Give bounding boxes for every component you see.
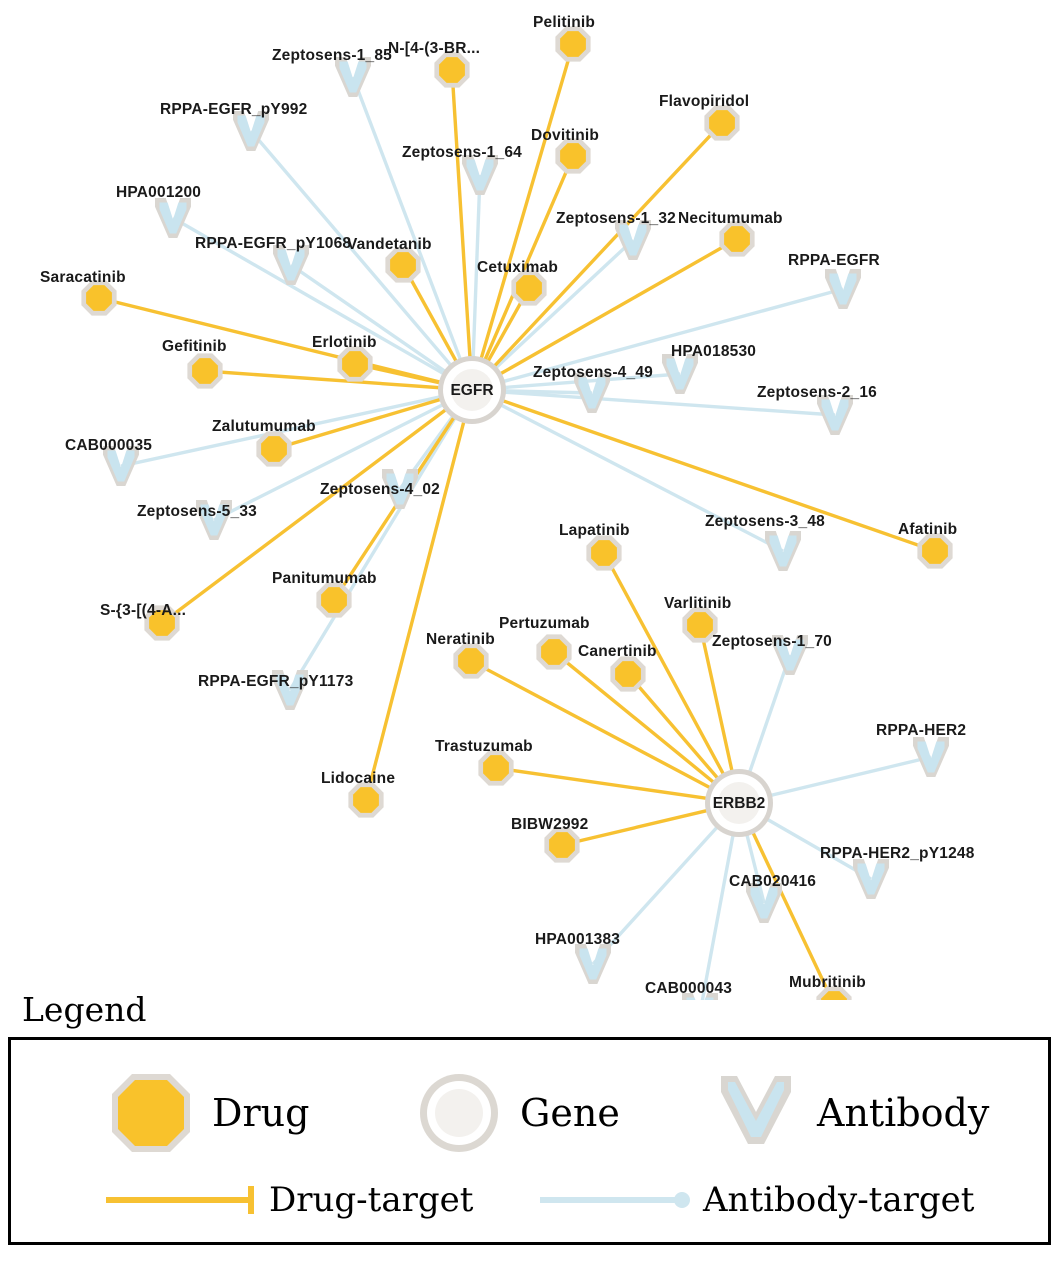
drug-node-label: Afatinib	[898, 521, 958, 538]
drug-node[interactable]	[544, 827, 579, 862]
drug-node-label: Pertuzumab	[499, 615, 590, 632]
antibody-node-label: CAB000043	[645, 980, 733, 997]
drug-target-edge	[700, 625, 733, 774]
antibody-node-label: Zeptosens-2_16	[757, 384, 877, 401]
drug-node[interactable]	[555, 138, 590, 173]
antibody-node-label: Zeptosens-1_70	[712, 633, 832, 650]
antibody-target-edge-icon	[538, 1180, 693, 1220]
antibody-node-label: RPPA-HER2_pY1248	[820, 845, 975, 862]
drug-target-edge	[452, 70, 470, 360]
drug-target-edge	[480, 44, 573, 361]
drug-node-label: Flavopiridol	[659, 93, 750, 110]
antibody-target-edge	[749, 655, 790, 775]
drug-node[interactable]	[586, 535, 621, 570]
drug-target-edge	[628, 674, 719, 780]
antibody-node-label: Zeptosens-5_33	[137, 503, 257, 520]
drug-node-label: Mubritinib	[789, 974, 866, 991]
antibody-target-edge	[499, 404, 783, 551]
drug-node-label: Erlotinib	[312, 334, 377, 351]
drug-node[interactable]	[337, 346, 372, 381]
drug-node-label: S-{3-[(4-A...	[100, 602, 187, 619]
drug-target-edge	[99, 298, 443, 383]
antibody-node-label: RPPA-EGFR_pY992	[160, 101, 308, 118]
drug-node-label: Gefitinib	[162, 338, 227, 355]
drug-node-label: Dovitinib	[531, 127, 600, 144]
drug-node[interactable]	[917, 533, 952, 568]
legend-antibody-target-label: Antibody-target	[703, 1180, 975, 1220]
drug-node-label: Lidocaine	[321, 770, 396, 787]
legend	[8, 990, 1051, 1245]
antibody-node-label: Zeptosens-4_49	[533, 364, 653, 381]
antibody-node-label: Zeptosens-1_64	[402, 144, 522, 161]
drug-node[interactable]	[453, 643, 488, 678]
drug-node-label: BIBW2992	[511, 816, 589, 833]
drug-node[interactable]	[81, 280, 116, 315]
antibody-node-label: Zeptosens-3_48	[705, 513, 825, 530]
drug-node-label: Canertinib	[578, 643, 657, 660]
drug-node[interactable]	[610, 656, 645, 691]
drug-node[interactable]	[704, 105, 739, 140]
antibody-node-label: HPA018530	[671, 343, 757, 360]
legend-drug-target-label: Drug-target	[269, 1180, 474, 1220]
antibody-icon	[711, 1068, 801, 1158]
legend-antibody-target-item	[538, 1180, 974, 1220]
antibody-node-label: RPPA-EGFR_pY1068	[195, 235, 352, 252]
drug-node-label: Lapatinib	[559, 522, 630, 539]
drug-node[interactable]	[385, 247, 420, 282]
antibody-node-label: Zeptosens-1_32	[556, 210, 676, 227]
antibody-node-label: RPPA-EGFR	[788, 252, 880, 269]
legend-gene-label: Gene	[520, 1091, 620, 1135]
drug-node-label: Pelitinib	[533, 14, 596, 31]
drug-target-edge-icon	[104, 1180, 259, 1220]
drug-node[interactable]	[187, 353, 222, 388]
antibody-node-label: CAB000035	[65, 437, 153, 454]
drug-node[interactable]	[256, 431, 291, 466]
drug-target-edge	[498, 239, 737, 375]
drug-node[interactable]	[478, 750, 513, 785]
drug-target-edge	[496, 768, 709, 799]
legend-gene-item	[414, 1068, 620, 1158]
drug-node[interactable]	[434, 52, 469, 87]
antibody-target-edge	[473, 175, 480, 360]
drug-node[interactable]	[348, 782, 383, 817]
drug-node-label: Panitumumab	[272, 570, 377, 587]
drug-node-label: Vandetanib	[347, 236, 432, 253]
drug-node[interactable]	[144, 605, 179, 640]
drug-target-edge	[500, 400, 935, 551]
antibody-node-label: CAB020416	[729, 873, 817, 890]
antibody-target-edge	[502, 392, 835, 415]
drug-node[interactable]	[511, 270, 546, 305]
drug-target-edge	[562, 810, 710, 845]
drug-node-label: Neratinib	[426, 631, 495, 648]
antibody-node-label: RPPA-EGFR_pY1173	[198, 673, 354, 690]
antibody-node-label: RPPA-HER2	[876, 722, 967, 739]
drug-node-label: Trastuzumab	[435, 738, 533, 755]
legend-antibody-item	[711, 1068, 989, 1158]
drug-icon	[106, 1068, 196, 1158]
antibody-node-label: Zeptosens-1_85	[272, 47, 392, 64]
gene-node-label: EGFR	[450, 382, 494, 399]
antibody-node-label: HPA001200	[116, 184, 202, 201]
drug-target-edge	[334, 415, 456, 600]
drug-node-label: N-[4-(3-BR...	[388, 40, 481, 57]
legend-drug-item	[106, 1068, 309, 1158]
drug-node[interactable]	[682, 607, 717, 642]
legend-drug-label: Drug	[212, 1091, 310, 1135]
legend-title: Legend	[22, 990, 147, 1029]
antibody-node-label: Zeptosens-4_02	[320, 481, 440, 498]
drug-node-label: Varlitinib	[664, 595, 732, 612]
drug-target-edge	[274, 399, 443, 449]
legend-antibody-label: Antibody	[817, 1091, 990, 1135]
drug-node[interactable]	[719, 221, 754, 256]
drug-node-label: Zalutumumab	[212, 418, 316, 435]
drug-node[interactable]	[316, 582, 351, 617]
drug-node-label: Saracatinib	[40, 269, 126, 286]
legend-drug-target-item	[104, 1180, 473, 1220]
antibody-target-edge	[700, 832, 734, 1000]
gene-node-label: ERBB2	[712, 795, 766, 812]
drug-node-label: Cetuximab	[477, 259, 559, 276]
gene-icon	[414, 1068, 504, 1158]
drug-node[interactable]	[536, 634, 571, 669]
antibody-node-label: HPA001383	[535, 931, 621, 948]
antibody-target-edge	[593, 825, 719, 964]
legend-box	[8, 1037, 1051, 1245]
drug-node[interactable]	[555, 26, 590, 61]
drug-node-label: Necitumumab	[678, 210, 783, 227]
antibody-target-edge	[768, 757, 931, 796]
